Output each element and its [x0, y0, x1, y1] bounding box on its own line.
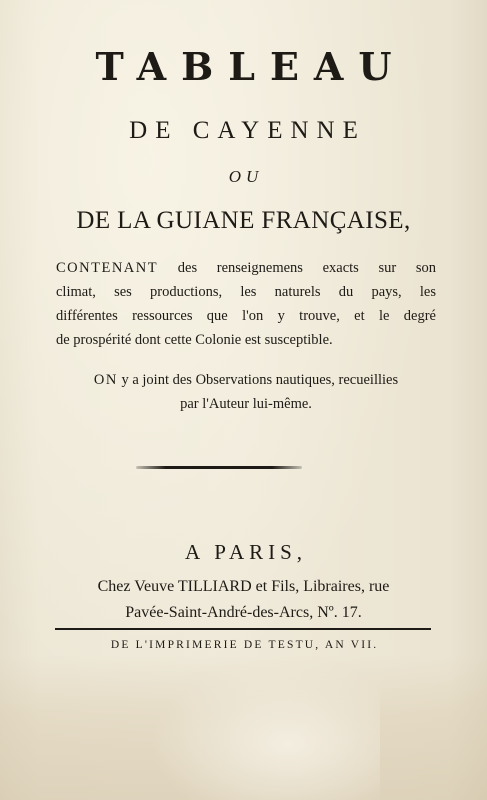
title-alternate: DE LA GUIANE FRANÇAISE, [76, 207, 411, 234]
description-line: climat, ses productions, les naturels du pays, les [56, 284, 436, 300]
note-line: par l'Auteur lui-même. [180, 396, 312, 412]
description-line: différentes ressources que l'on y trouve, et le degré [56, 308, 436, 324]
ornamental-rule [136, 466, 302, 469]
title-conjunction: OU [228, 167, 264, 186]
description-line: CONTENANT des renseignemens exacts sur son [56, 260, 437, 276]
description-paragraph [56, 256, 436, 352]
title-subtitle: DE CAYENNE [129, 117, 366, 144]
description-lead: CONTENANT [56, 260, 159, 276]
note-paragraph [56, 368, 436, 416]
publication-city: A PARIS, [184, 540, 308, 564]
description-line: de prospérité dont cette Colonie est susceptible. [56, 332, 333, 348]
publisher-address: Pavée-Saint-André-des-Arcs, Nº. 17. [125, 604, 362, 621]
imprint-rule [55, 628, 431, 630]
publisher-line: Chez Veuve TILLIARD et Fils, Libraires, rue [97, 578, 390, 595]
imprint: DE L'IMPRIMERIE DE TESTU, AN VII. [110, 639, 379, 651]
paper-damage [150, 660, 380, 800]
note-lead: ON [93, 372, 118, 388]
title-main: TABLEAU [95, 44, 407, 89]
note-line: ON y a joint des Observations nautiques, recueillies [93, 372, 399, 388]
